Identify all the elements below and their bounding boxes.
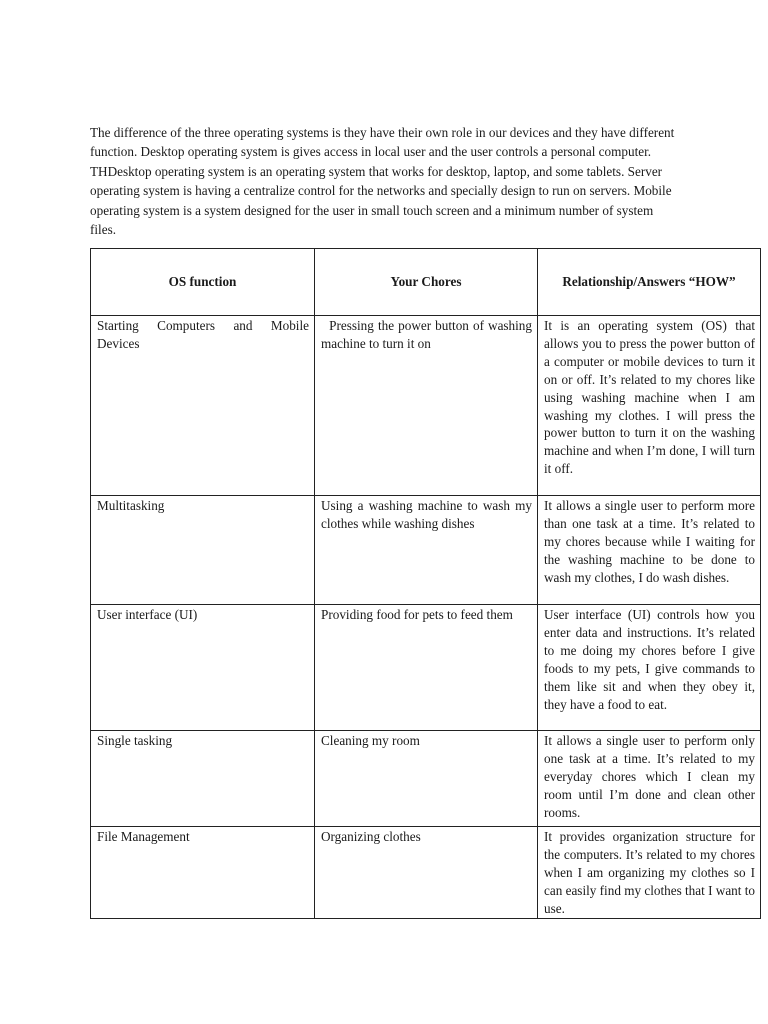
os-function-cell: Multitasking — [91, 496, 315, 605]
os-function-cell: Single tasking — [91, 731, 315, 827]
os-function-cell: Starting Computers and Mobile Devices — [91, 316, 315, 496]
os-function-table — [90, 248, 761, 919]
header-os-function: OS function — [91, 249, 315, 316]
header-your-chores: Your Chores — [315, 249, 538, 316]
chore-cell: Pressing the power button of washing machine to turn it on — [315, 316, 538, 496]
os-function-cell: File Management — [91, 827, 315, 919]
intro-paragraph: The difference of the three operating systems is they have their own role in our devices and they have different function. Desktop operating system is gives access in local user and the user controls a personal computer. THDesktop operating system is an operating system that works for desktop, laptop, and some tablets. Server operating system is having a centralize control for the networks and specially design to run on servers. Mobile operating system is a system designed for the user in small touch screen and a minimum number of system files. — [90, 125, 675, 238]
chore-cell: Organizing clothes — [315, 827, 538, 919]
header-relationship: Relationship/Answers “HOW” — [538, 249, 761, 316]
table-row — [91, 496, 761, 605]
table-row — [91, 731, 761, 827]
table-row — [91, 605, 761, 731]
relationship-cell: It provides organization structure for the computers. It’s related to my chores when I am organizing my clothes so I can easily find my clothes that I want to use. — [538, 827, 761, 919]
relationship-cell: It allows a single user to perform only one task at a time. It’s related to my everyday chores which I clean my room until I’m done and clean other rooms. — [538, 731, 761, 827]
os-function-cell: User interface (UI) — [91, 605, 315, 731]
chore-cell: Providing food for pets to feed them — [315, 605, 538, 731]
chore-cell: Using a washing machine to wash my clothes while washing dishes — [315, 496, 538, 605]
chore-cell: Cleaning my room — [315, 731, 538, 827]
table-row — [91, 316, 761, 496]
relationship-cell: It allows a single user to perform more than one task at a time. It’s related to my chores because while I waiting for the washing machine to be done to wash my clothes, I do wash dishes. — [538, 496, 761, 605]
relationship-cell: User interface (UI) controls how you enter data and instructions. It’s related to me doing my chores before I give foods to my pets, I give commands to them like sit and when they obey it, they have a food to eat. — [538, 605, 761, 731]
relationship-cell: It is an operating system (OS) that allows you to press the power button of a computer or mobile devices to turn it on or off. It’s related to my chores like using washing machine when I am washing my clothes. I will press the power button to turn it on the washing machine and when I’m done, I will turn it off. — [538, 316, 761, 496]
table-row — [91, 827, 761, 919]
table-header-row — [91, 249, 761, 316]
